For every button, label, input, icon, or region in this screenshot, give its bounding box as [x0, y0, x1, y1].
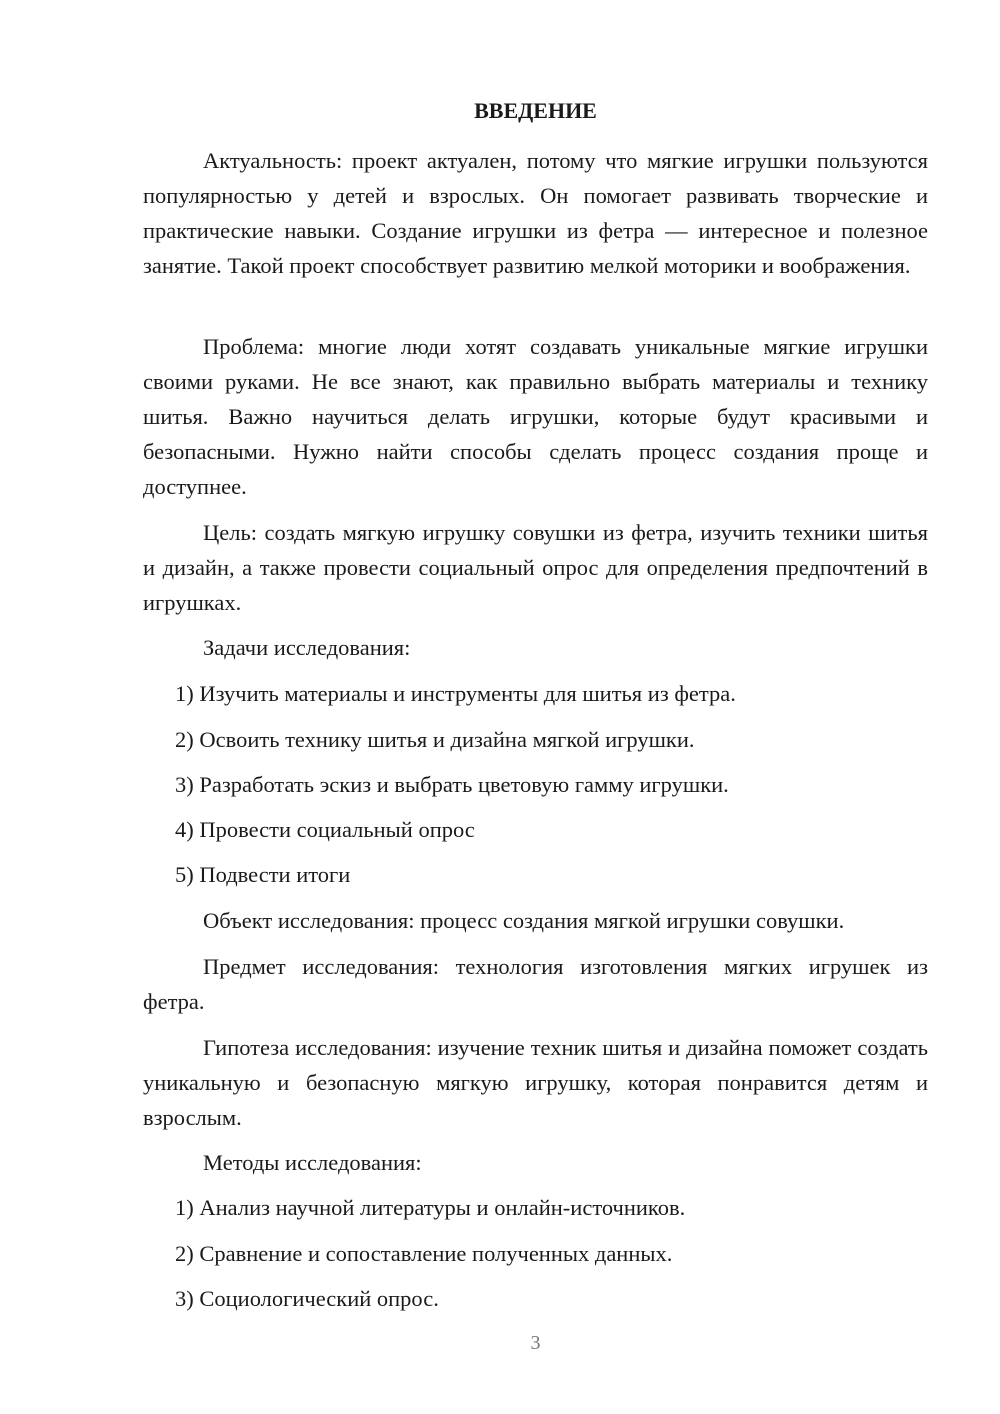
task-item: 4) Провести социальный опрос	[175, 817, 475, 842]
task-item: 3) Разработать эскиз и выбрать цветовую гамму игрушки.	[175, 772, 729, 797]
method-item: 1) Анализ научной литературы и онлайн-источников.	[175, 1195, 686, 1220]
subject-paragraph: Предмет исследования: технология изготовления мягких игрушек из фетра.	[143, 954, 928, 1014]
task-item: 5) Подвести итоги	[175, 862, 351, 887]
methods-title: Методы исследования:	[203, 1150, 422, 1175]
relevance-paragraph: Актуальность: проект актуален, потому что мягкие игрушки пользуются популярностью у детей и взрослых. Он помогает развивать творческие и практические навыки. Создание игрушки из фетра — интересное и полезное занятие. Такой проект способствует развитию мелкой моторики и воображения.	[143, 148, 928, 278]
problem-paragraph: Проблема: многие люди хотят создавать уникальные мягкие игрушки своими руками. Не все знают, как правильно выбрать материалы и технику шитья. Важно научиться делать игрушки, которые будут красивыми и безопасными. Нужно найти способы сделать процесс создания проще и доступнее.	[143, 334, 928, 499]
tasks-title: Задачи исследования:	[203, 635, 411, 660]
page-number: 3	[530, 1332, 541, 1354]
task-item: 1) Изучить материалы и инструменты для шитья из фетра.	[175, 681, 736, 706]
document-page	[143, 0, 928, 1414]
object-paragraph: Объект исследования: процесс создания мягкой игрушки совушки.	[203, 908, 845, 933]
page-title: ВВЕДЕНИЕ	[474, 98, 597, 123]
method-item: 3) Социологический опрос.	[175, 1286, 439, 1311]
method-item: 2) Сравнение и сопоставление полученных данных.	[175, 1241, 673, 1266]
task-item: 2) Освоить технику шитья и дизайна мягкой игрушки.	[175, 727, 695, 752]
hypothesis-paragraph: Гипотеза исследования: изучение техник шитья и дизайна поможет создать уникальную и безопасную мягкую игрушку, которая понравится детям и взрослым.	[143, 1035, 928, 1130]
goal-paragraph: Цель: создать мягкую игрушку совушки из фетра, изучить техники шитья и дизайн, а также провести социальный опрос для определения предпочтений в игрушках.	[143, 520, 928, 615]
